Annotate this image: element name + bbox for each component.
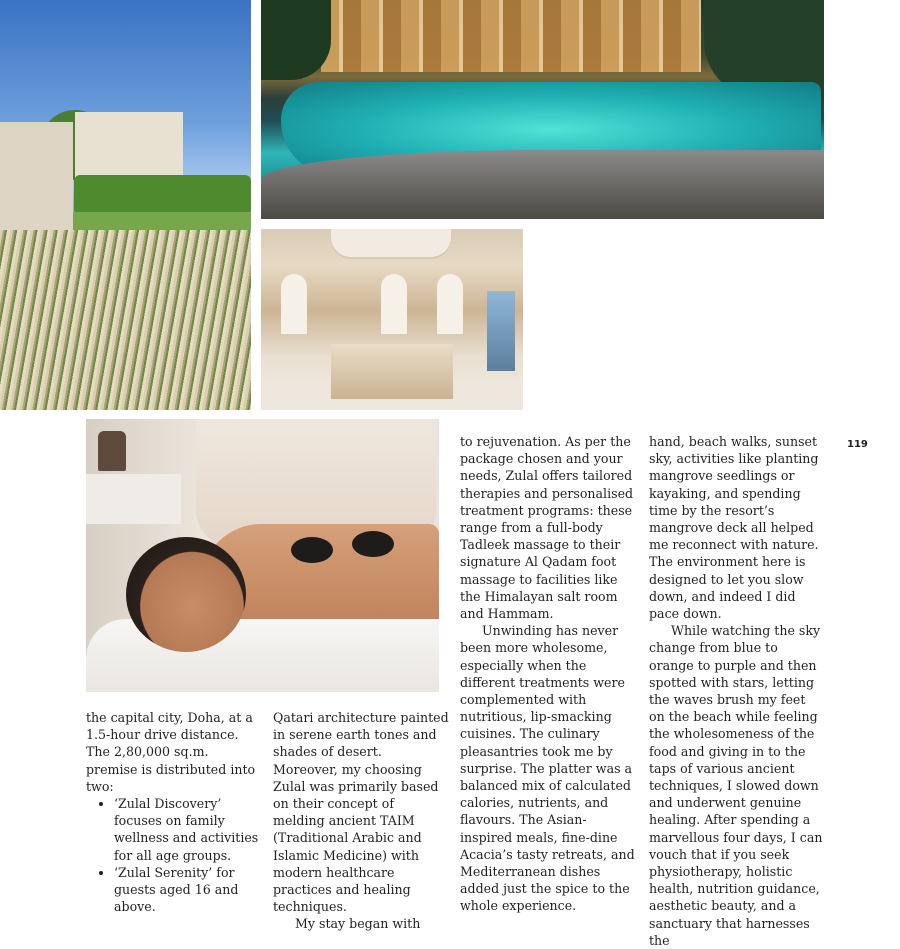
paragraph: the capital city, Doha, at a 1.5-hour drive distance. The 2,80,000 sq.m. premise is distributed into two: (86, 710, 256, 794)
page-number: 119 (847, 439, 868, 450)
massage-photo (86, 419, 439, 692)
pool-photo (261, 0, 824, 219)
hammam-photo (261, 229, 523, 410)
paragraph: While watching the sky change from blue to orange to purple and then spotted with stars, letting the waves brush my feet on the beach while feeling the wholesomeness of the food and giving in to the taps of various ancient techniques, I slowed down and underwent genuine healing. After spending a marvellous four days, I can vouch that if you seek physiotherapy, holistic health, nutrition guidance, aesthetic beauty, and a sanctuary that harnesses the (649, 623, 823, 948)
text-column-2 (273, 709, 449, 933)
text-column-1 (86, 709, 262, 915)
paragraph: Unwinding has never been more wholesome, especially when the different treatments were complemented with nutritious, lip-smacking cuisines. The culinary pleasantries took me by surprise. The platter was a balanced mix of calculated calories, nutrients, and flavours. The Asian-inspired meals, fine-dine Acacia’s tasty retreats, and Mediterranean dishes added just the spice to the whole experience. (460, 623, 635, 914)
landscape-photo (0, 0, 251, 410)
paragraph: Qatari architecture painted in serene earth tones and shades of desert. Moreover, my choosing Zulal was primarily based on their concept of melding ancient TAIM (Traditional Arabic and Islamic Medicine) with modern healthcare practices and healing techniques. (273, 710, 449, 915)
paragraph: My stay began with (295, 916, 421, 932)
list-item: • ‘Zulal Discovery’ focuses on family wellness and activities for all age groups. (114, 795, 262, 864)
bullet-list (86, 795, 262, 915)
paragraph: hand, beach walks, sunset sky, activities like planting mangrove seedlings or kayaking, and spending time by the resort’s mangrove deck all helped me reconnect with nature. The environment here is designed to let you slow down, and indeed I did pace down. (649, 434, 819, 622)
list-item: • ‘Zulal Serenity’ for guests aged 16 and above. (114, 864, 262, 916)
text-column-4 (649, 433, 825, 949)
paragraph: to rejuvenation. As per the package chosen and your needs, Zulal offers tailored therapies and personalised treatment programs: these range from a full-body Tadleek massage to their signature Al Qadam foot massage to facilities like the Himalayan salt room and Hammam. (460, 434, 634, 622)
text-column-3 (460, 433, 635, 915)
